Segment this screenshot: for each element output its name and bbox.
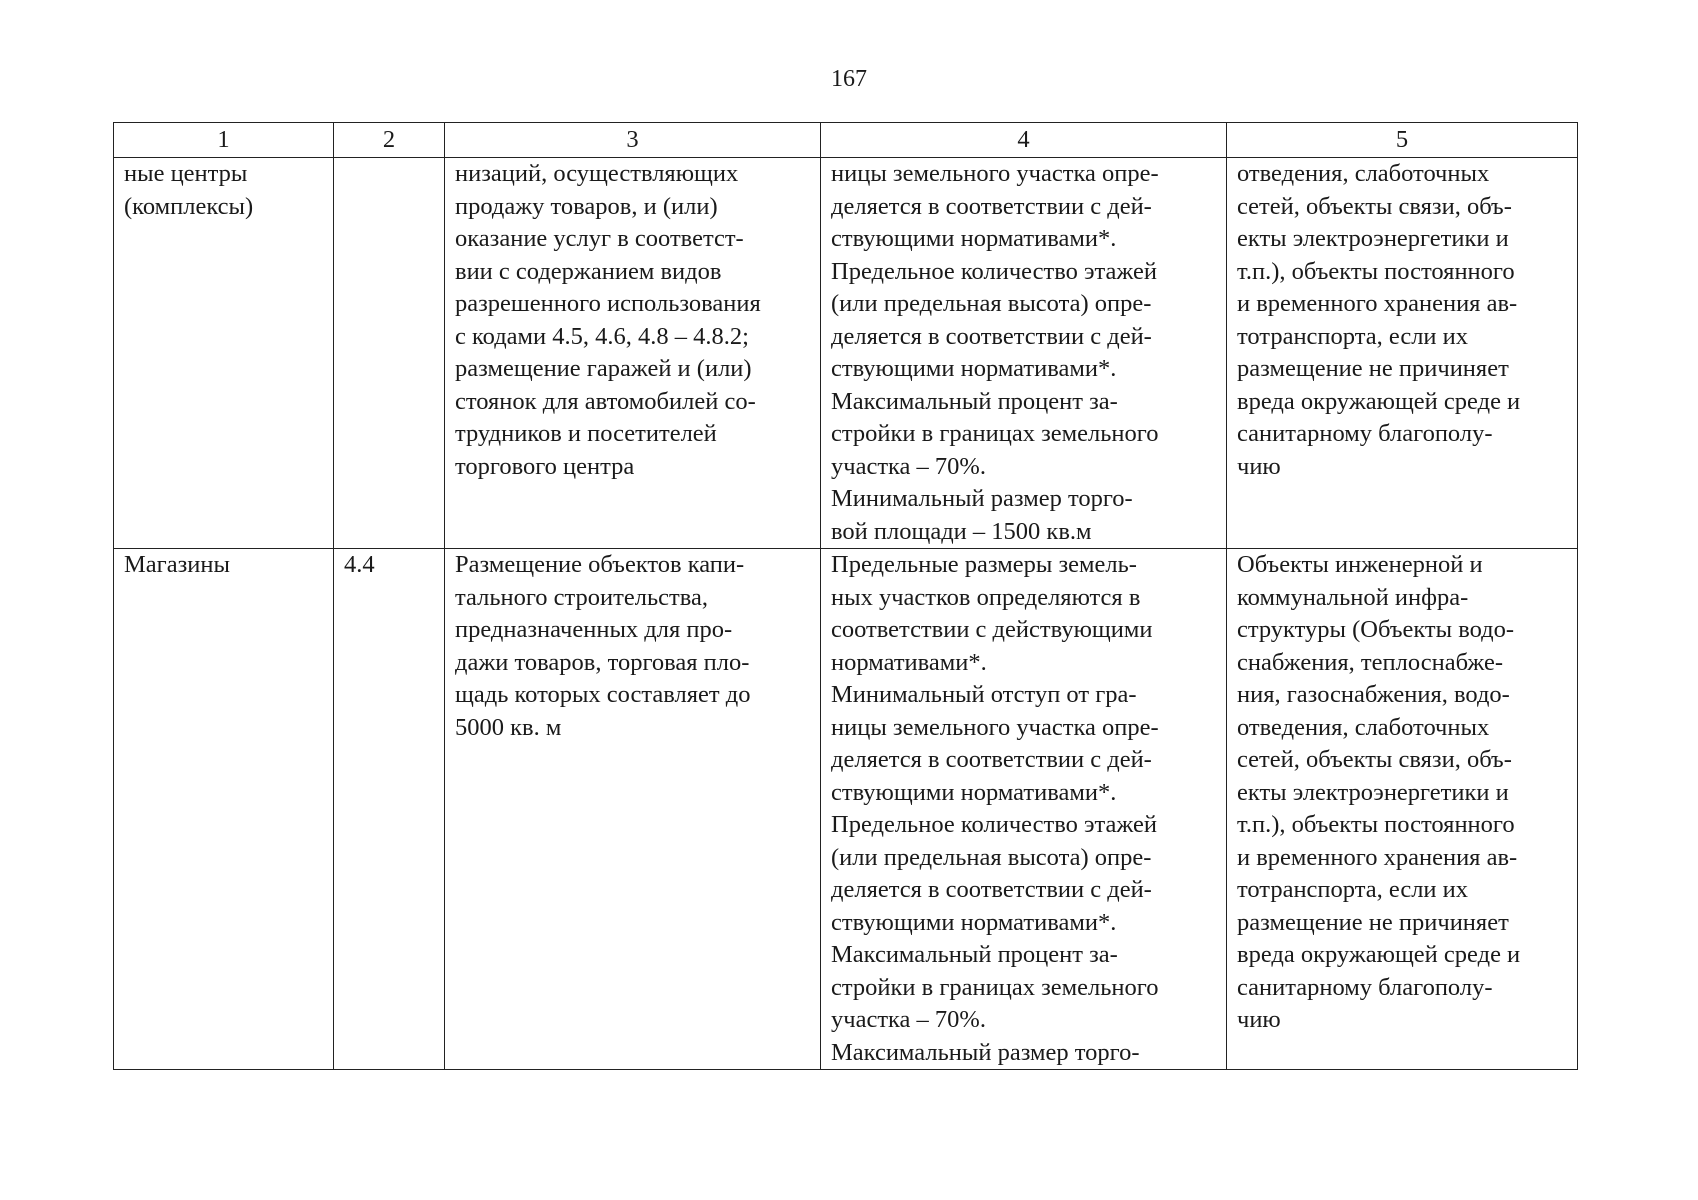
cell-text-line: Минимальный размер торго- xyxy=(831,485,1133,512)
cell-text-line: ницы земельного участка опре- xyxy=(831,160,1159,187)
cell-text-line: вой площади – 1500 кв.м xyxy=(831,517,1092,545)
table-row xyxy=(114,549,1578,1070)
cell-text-line: Максимальный размер торго- xyxy=(831,1038,1140,1066)
cell-text-line: размещение гаражей и (или) xyxy=(455,355,752,382)
cell-text-line: щадь которых составляет до xyxy=(455,681,751,708)
cell-text-line: Размещение объектов капи- xyxy=(455,551,745,578)
header-col-3: 3 xyxy=(445,123,821,158)
cell-text-line: т.п.), объекты постоянного xyxy=(1237,811,1515,838)
cell-text-line: деляется в соответствии с дей- xyxy=(831,192,1152,220)
cell-use-description xyxy=(445,549,821,1070)
cell-parameters xyxy=(821,158,1227,549)
cell-text-line: чию xyxy=(1237,452,1281,480)
cell-text-line: Предельное количество этажей xyxy=(831,257,1157,285)
cell-text-line: деляется в соответствии с дей- xyxy=(831,876,1152,903)
cell-text-line: торгового центра xyxy=(455,452,635,480)
cell-text-line: снабжения, теплоснабже- xyxy=(1237,648,1504,676)
cell-auxiliary-uses xyxy=(1227,158,1578,549)
header-col-4: 4 xyxy=(821,123,1227,158)
cell-text-line: структуры (Объекты водо- xyxy=(1237,616,1515,643)
cell-use-description xyxy=(445,158,821,549)
cell-text-line: ных участков определяются в xyxy=(831,583,1141,611)
zoning-table xyxy=(113,122,1578,1070)
cell-text-line: санитарному благополу- xyxy=(1237,973,1493,1001)
header-col-2: 2 xyxy=(334,123,445,158)
cell-text-line: размещение не причиняет xyxy=(1237,355,1509,382)
cell-text-line: Объекты инженерной и xyxy=(1237,551,1483,578)
cell-text-line: Максимальный процент за- xyxy=(831,387,1118,415)
cell-text-line: и временного хранения ав- xyxy=(1237,290,1518,317)
cell-text-line: вии с содержанием видов xyxy=(455,257,722,285)
cell-text-line: екты электроэнергетики и xyxy=(1237,778,1509,806)
cell-use-code xyxy=(334,549,445,1070)
cell-text-line: деляется в соответствии с дей- xyxy=(831,322,1152,350)
cell-text-line: екты электроэнергетики и xyxy=(1237,225,1509,252)
cell-text-line: чию xyxy=(1237,1006,1281,1033)
table-header-row xyxy=(114,123,1578,158)
cell-text-line: тотранспорта, если их xyxy=(1237,322,1469,350)
cell-text-line: ствующими нормативами*. xyxy=(831,225,1117,252)
cell-text-line: отведения, слаботочных xyxy=(1237,160,1490,187)
cell-text-line: соответствии с действующими xyxy=(831,616,1153,643)
cell-text-line: т.п.), объекты постоянного xyxy=(1237,257,1515,285)
cell-text-line: трудников и посетителей xyxy=(455,420,717,447)
cell-text-line: (или предельная высота) опре- xyxy=(831,290,1152,317)
cell-text-line: 4.4 xyxy=(344,551,375,578)
cell-text-line: низаций, осуществляющих xyxy=(455,160,739,187)
cell-text-line: Магазины xyxy=(124,551,230,578)
cell-text-line: Предельные размеры земель- xyxy=(831,551,1137,578)
cell-text-line: разрешенного использования xyxy=(455,290,761,317)
cell-text-line: стройки в границах земельного xyxy=(831,420,1159,447)
cell-text-line: вреда окружающей среде и xyxy=(1237,387,1521,415)
cell-text-line: ствующими нормативами*. xyxy=(831,908,1117,936)
cell-text-line: участка – 70%. xyxy=(831,1006,986,1033)
cell-text-line: Минимальный отступ от гра- xyxy=(831,681,1137,708)
cell-text-line: оказание услуг в соответст- xyxy=(455,225,744,252)
cell-text-line: ные центры xyxy=(124,160,248,187)
cell-text-line: стройки в границах земельного xyxy=(831,973,1159,1001)
cell-text-line: вреда окружающей среде и xyxy=(1237,941,1521,968)
cell-text-line: ствующими нормативами*. xyxy=(831,778,1117,806)
cell-text-line: стоянок для автомобилей со- xyxy=(455,387,756,415)
cell-text-line: нормативами*. xyxy=(831,648,987,676)
table-row xyxy=(114,158,1578,549)
cell-text-line: дажи товаров, торговая пло- xyxy=(455,648,750,676)
cell-auxiliary-uses xyxy=(1227,549,1578,1070)
cell-text-line: сетей, объекты связи, объ- xyxy=(1237,192,1512,220)
cell-text-line: участка – 70%. xyxy=(831,452,986,480)
cell-text-line: тотранспорта, если их xyxy=(1237,876,1469,903)
cell-text-line: деляется в соответствии с дей- xyxy=(831,746,1152,773)
cell-text-line: (или предельная высота) опре- xyxy=(831,843,1152,871)
header-col-5: 5 xyxy=(1227,123,1578,158)
cell-text-line: Предельное количество этажей xyxy=(831,811,1157,838)
cell-text-line: тального строительства, xyxy=(455,583,708,611)
cell-text-line: ницы земельного участка опре- xyxy=(831,713,1159,741)
cell-text-line: с кодами 4.5, 4.6, 4.8 – 4.8.2; xyxy=(455,322,749,350)
cell-text-line: 5000 кв. м xyxy=(455,713,562,741)
cell-use-name xyxy=(114,549,334,1070)
cell-text-line: ния, газоснабжения, водо- xyxy=(1237,681,1510,708)
cell-text-line: и временного хранения ав- xyxy=(1237,843,1518,871)
cell-use-name xyxy=(114,158,334,549)
cell-text-line: размещение не причиняет xyxy=(1237,908,1509,936)
cell-text-line: сетей, объекты связи, объ- xyxy=(1237,746,1512,773)
page-number: 167 xyxy=(831,66,867,92)
cell-text-line: отведения, слаботочных xyxy=(1237,713,1490,741)
cell-text-line: Максимальный процент за- xyxy=(831,941,1118,968)
cell-text-line: коммунальной инфра- xyxy=(1237,583,1469,611)
cell-use-code xyxy=(334,158,445,549)
cell-text-line: ствующими нормативами*. xyxy=(831,355,1117,382)
cell-text-line: продажу товаров, и (или) xyxy=(455,192,718,220)
cell-text-line: (комплексы) xyxy=(124,192,254,220)
cell-parameters xyxy=(821,549,1227,1070)
cell-text-line: санитарному благополу- xyxy=(1237,420,1493,447)
cell-text-line: предназначенных для про- xyxy=(455,616,733,643)
header-col-1: 1 xyxy=(114,123,334,158)
